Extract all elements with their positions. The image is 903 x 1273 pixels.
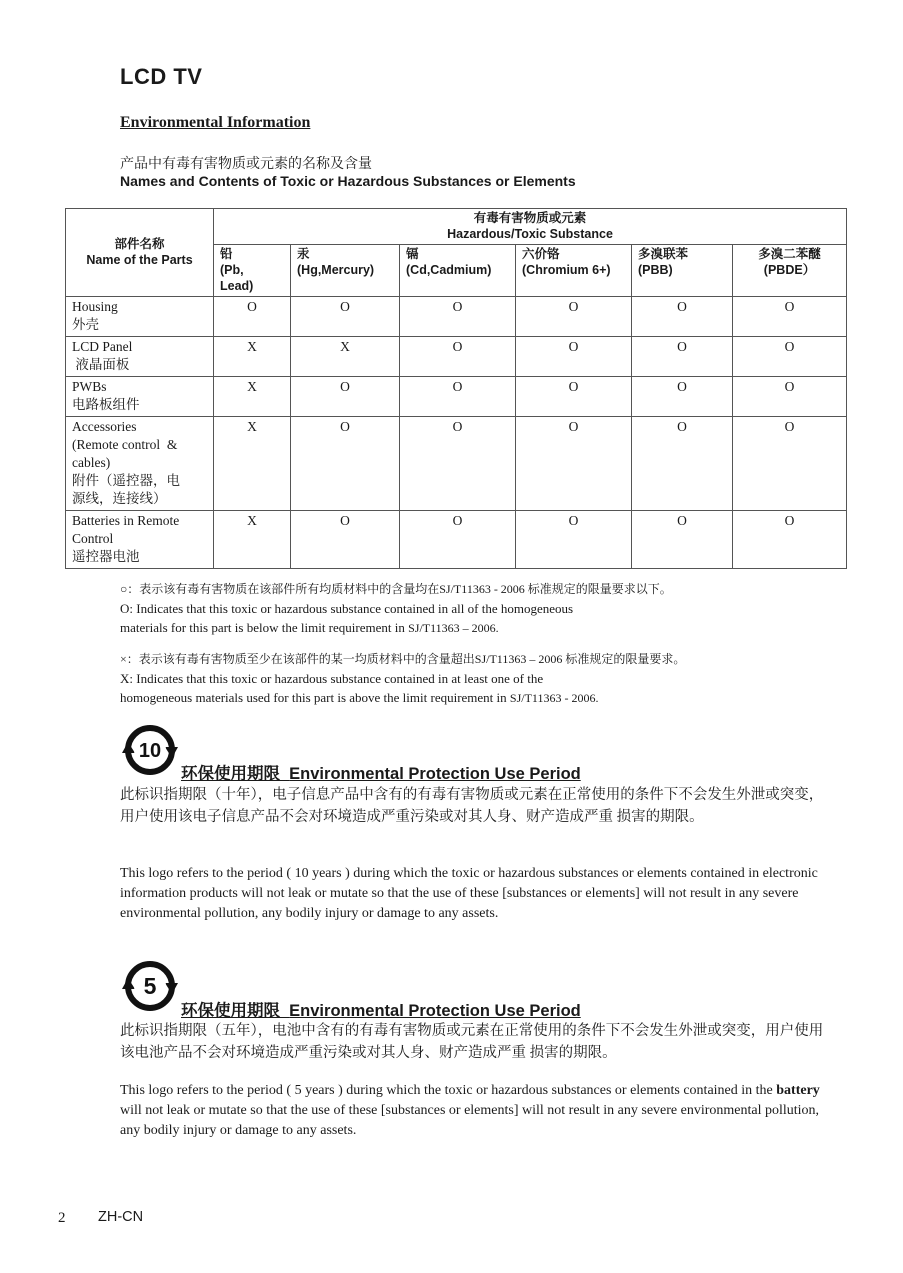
column-header-5 — [733, 245, 847, 297]
note-x-english-text: homogeneous materials used for this part is above the limit requirement in — [120, 690, 510, 705]
substance-value-cell: O — [733, 297, 847, 337]
note-x-legend — [120, 650, 840, 708]
page-title: LCD TV — [120, 64, 203, 89]
part-name-line: Control — [72, 531, 114, 546]
epup-10-heading-chinese: 环保使用期限 — [181, 765, 280, 783]
column-header-2-cn: 镉 — [406, 247, 419, 261]
table-row — [66, 377, 847, 417]
substance-value-cell: O — [400, 337, 516, 377]
intro-english: Names and Contents of Toxic or Hazardous Substances or Elements — [120, 173, 576, 189]
part-name-line: PWBs — [72, 379, 107, 394]
part-name-line: Accessories — [72, 419, 137, 434]
column-header-3 — [516, 245, 632, 297]
note-o-english-line2 — [120, 618, 840, 638]
parts-column-header — [66, 209, 214, 297]
column-header-1-cn: 汞 — [297, 247, 310, 261]
epup-5-heading-english: Environmental Protection Use Period — [289, 1002, 581, 1020]
table-row — [66, 297, 847, 337]
part-name-line: 遥控器电池 — [72, 549, 140, 564]
table-row — [66, 511, 847, 569]
table-row — [66, 417, 847, 511]
part-name-line: (Remote control & — [72, 437, 178, 452]
substance-value-cell: O — [733, 417, 847, 511]
epup-5-chinese-text: 此标识指期限（五年），电池中含有的有毒有害物质或元素在正常使用的条件下不会发生外泄或突变，用户使用该电池产品不会对环境造成严重污染或对其人身、财产造成严重 损害的期限。 — [120, 1023, 824, 1061]
substance-value-cell: O — [400, 417, 516, 511]
epup-5-english-battery: battery — [776, 1083, 820, 1098]
column-header-3-en: (Chromium 6+) — [522, 263, 611, 277]
epup-10-chinese-text: 此标识指期限（十年），电子信息产品中含有的有毒有害物质或元素在正常使用的条件下不会发生外泄或突变，用户使用该电子信息产品不会对环境造成严重污染或对其人身、财产造成严重 损害的期限。 — [120, 787, 824, 825]
part-name-line: 液晶面板 — [72, 357, 130, 372]
note-x-english-line1: X: Indicates that this toxic or hazardous substance contained in at least one of the — [120, 671, 544, 686]
epup-5-logo-icon — [122, 958, 178, 1014]
section-heading: Environmental Information — [120, 114, 311, 131]
column-header-5-cn: 多溴二苯醚 — [758, 247, 821, 261]
substance-value-cell: O — [733, 377, 847, 417]
note-o-chinese: ○：表示该有毒有害物质在该部件所有均质材料中的含量均在SJ/T11363 - 2006 标准规定的限量要求以下。 — [120, 582, 672, 596]
substance-value-cell: O — [733, 337, 847, 377]
column-header-0-en2: Lead) — [220, 279, 254, 293]
substance-value-cell: O — [291, 417, 400, 511]
column-header-2-en: (Cd,Cadmium) — [406, 263, 492, 277]
substance-value-cell: O — [214, 297, 291, 337]
table-row — [66, 337, 847, 377]
column-header-5-en: (PBDE） — [763, 263, 816, 277]
epup-10-heading-english: Environmental Protection Use Period — [289, 765, 581, 783]
substance-value-cell: X — [214, 377, 291, 417]
substance-value-cell: O — [516, 297, 632, 337]
substance-value-cell: O — [516, 417, 632, 511]
footer-language: ZH-CN — [98, 1209, 144, 1225]
substance-table — [65, 208, 847, 569]
column-header-1 — [291, 245, 400, 297]
substance-value-cell: O — [733, 511, 847, 569]
substance-value-cell: O — [516, 337, 632, 377]
part-name-line: LCD Panel — [72, 339, 133, 354]
epup-10-english-text: This logo refers to the period ( 10 years ) during which the toxic or hazardous substances or elements contained in electronic information products will not leak or mutate so that the use of these [substances or elements] will not result in any severe environmental pollution, any bodily injury or damage to any assets. — [120, 866, 818, 921]
substance-value-cell: O — [632, 417, 733, 511]
substance-group-header — [214, 209, 847, 245]
part-name-line: Housing — [72, 299, 118, 314]
table-body — [66, 297, 847, 569]
epup-10-logo-icon — [122, 722, 178, 778]
group-header-chinese: 有毒有害物质或元素 — [473, 211, 587, 225]
part-name-line: 附件（遥控器，电 — [72, 473, 180, 488]
epup-10-logo-number: 10 — [138, 740, 162, 762]
substance-value-cell: O — [632, 377, 733, 417]
epup-5-heading-chinese: 环保使用期限 — [181, 1002, 280, 1020]
note-o-standard: SJ/T11363 – 2006. — [408, 621, 499, 635]
substance-value-cell: X — [214, 337, 291, 377]
part-name-line: 外壳 — [72, 317, 99, 332]
column-header-3-cn: 六价铬 — [522, 247, 560, 261]
parts-header-english: Name of the Parts — [86, 253, 193, 267]
column-header-1-en: (Hg,Mercury) — [297, 263, 375, 277]
epup-10-heading — [181, 760, 581, 784]
substance-value-cell: O — [516, 377, 632, 417]
column-header-2 — [400, 245, 516, 297]
note-x-standard: SJ/T11363 - 2006. — [509, 691, 599, 705]
substance-value-cell: O — [291, 511, 400, 569]
epup-5-heading — [181, 997, 581, 1021]
epup-5-logo-number: 5 — [143, 973, 157, 999]
note-o-english-text: materials for this part is below the limit requirement in — [120, 620, 409, 635]
column-header-4-cn: 多溴联苯 — [638, 247, 689, 261]
note-x-english-line2 — [120, 688, 840, 708]
part-name-cell — [66, 417, 214, 511]
part-name-line: 源线，连接线） — [72, 491, 167, 506]
substance-value-cell: X — [291, 337, 400, 377]
parts-header-chinese: 部件名称 — [114, 237, 165, 251]
part-name-cell — [66, 511, 214, 569]
column-header-4 — [632, 245, 733, 297]
intro-chinese: 产品中有毒有害物质或元素的名称及含量 — [120, 155, 372, 171]
epup-5-english-text-start: This logo refers to the period ( 5 years ) during which the toxic or hazardous substances or elements contained in the — [120, 1083, 777, 1098]
substance-value-cell: O — [291, 297, 400, 337]
footer-page-number: 2 — [58, 1210, 66, 1226]
part-name-cell — [66, 297, 214, 337]
epup-5-english-text — [120, 1081, 835, 1141]
substance-value-cell: O — [400, 511, 516, 569]
note-o-legend — [120, 580, 840, 638]
substance-value-cell: O — [632, 337, 733, 377]
column-header-0-en: (Pb, — [220, 263, 244, 277]
part-name-line: 电路板组件 — [72, 397, 140, 412]
part-name-cell — [66, 377, 214, 417]
substance-value-cell: O — [632, 297, 733, 337]
substance-value-cell: O — [400, 377, 516, 417]
note-o-english-line1: O: Indicates that this toxic or hazardous substance contained in all of the homogeneous — [120, 601, 574, 616]
column-header-0-cn: 铅 — [220, 247, 233, 261]
substance-value-cell: O — [516, 511, 632, 569]
epup-5-english-text-end: will not leak or mutate so that the use of these [substances or elements] will not result in any severe environmental pollution, any bodily injury or damage to any assets. — [120, 1103, 820, 1138]
column-header-0 — [214, 245, 291, 297]
column-header-4-en: (PBB) — [638, 263, 673, 277]
substance-value-cell: O — [291, 377, 400, 417]
group-header-english: Hazardous/Toxic Substance — [447, 227, 613, 241]
substance-value-cell: X — [214, 417, 291, 511]
substance-value-cell: X — [214, 511, 291, 569]
substance-value-cell: O — [400, 297, 516, 337]
note-x-chinese: ×：表示该有毒有害物质至少在该部件的某一均质材料中的含量超出SJ/T11363 – 2006 标准规定的限量要求。 — [120, 652, 686, 666]
part-name-cell — [66, 337, 214, 377]
part-name-line: cables) — [72, 455, 111, 470]
part-name-line: Batteries in Remote — [72, 513, 180, 528]
substance-value-cell: O — [632, 511, 733, 569]
